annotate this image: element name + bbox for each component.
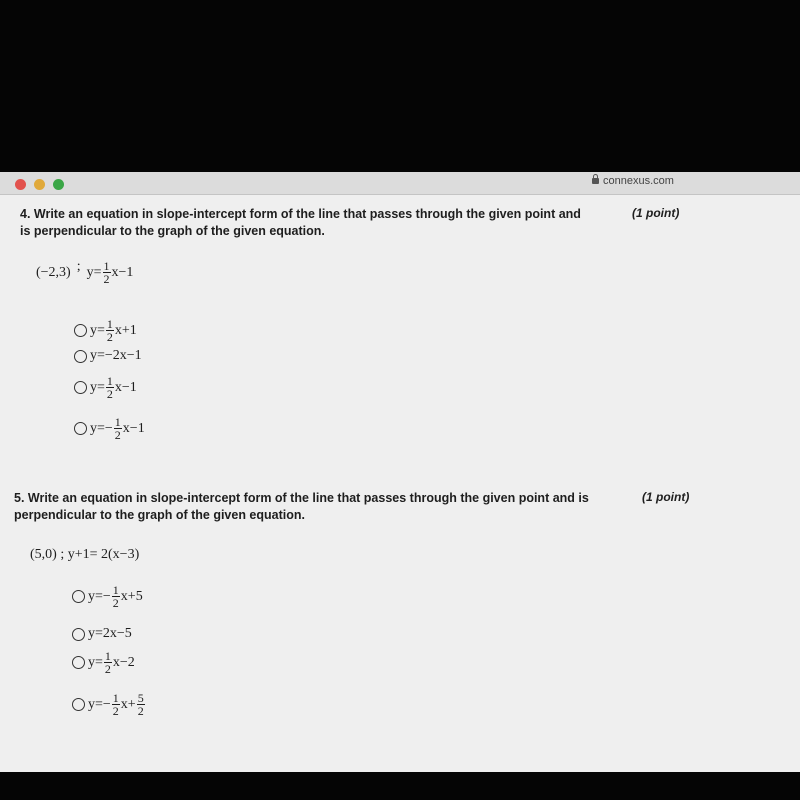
close-window-button[interactable] bbox=[15, 179, 26, 190]
q4-points: (1 point) bbox=[632, 206, 680, 220]
radio-button[interactable] bbox=[72, 698, 85, 711]
q4-separator: ; bbox=[76, 258, 81, 274]
q4-option-1[interactable] bbox=[74, 318, 137, 343]
q5-points: (1 point) bbox=[642, 490, 690, 504]
option-text: x+5 bbox=[120, 588, 143, 604]
browser-title-bar bbox=[0, 172, 800, 195]
option-fraction: $\frac{1}{2}$ bbox=[114, 415, 121, 442]
option-fraction: $\frac{1}{2}$ bbox=[104, 649, 111, 676]
q4-given-eq-prefix: y= bbox=[86, 264, 102, 280]
q4-option-3[interactable] bbox=[74, 375, 137, 400]
radio-button[interactable] bbox=[74, 350, 87, 363]
option-fraction: $\frac{1}{2}$ bbox=[106, 317, 113, 344]
q4-given-eq-suffix: x−1 bbox=[111, 264, 134, 280]
option-text: y=− bbox=[88, 696, 111, 712]
q4-given bbox=[36, 260, 133, 285]
url-text: connexus.com bbox=[603, 175, 674, 187]
q5-option-4[interactable] bbox=[72, 692, 146, 717]
maximize-window-button[interactable] bbox=[53, 179, 64, 190]
option-text: x+1 bbox=[114, 322, 137, 338]
option-text: x−2 bbox=[112, 654, 135, 670]
q4-given-fraction: $\frac{1}{2}$ bbox=[103, 259, 110, 286]
q5-option-1[interactable] bbox=[72, 584, 143, 609]
q4-option-4[interactable] bbox=[74, 416, 145, 441]
option-text: y=− bbox=[88, 588, 111, 604]
option-text: y= bbox=[90, 379, 105, 395]
q4-option-2[interactable] bbox=[74, 348, 142, 364]
lock-icon bbox=[592, 178, 599, 184]
option-fraction: $\frac{5}{2}$ bbox=[137, 691, 144, 718]
radio-button[interactable] bbox=[72, 628, 85, 641]
option-text: x−1 bbox=[114, 379, 137, 395]
minimize-window-button[interactable] bbox=[34, 179, 45, 190]
option-fraction: $\frac{1}{2}$ bbox=[112, 583, 119, 610]
q5-given: (5,0) ; y+1= 2(x−3) bbox=[30, 547, 140, 562]
radio-button[interactable] bbox=[74, 324, 87, 337]
q4-prompt: 4. Write an equation in slope-intercept form of the line that passes through the given point and is perpendicular to the graph of the given equation. bbox=[20, 207, 581, 238]
browser-window bbox=[0, 172, 800, 772]
radio-button[interactable] bbox=[72, 590, 85, 603]
option-fraction: $\frac{1}{2}$ bbox=[106, 374, 113, 401]
address-bar[interactable] bbox=[592, 175, 674, 187]
q5-option-2[interactable] bbox=[72, 626, 132, 642]
option-text: y= bbox=[90, 322, 105, 338]
q5-option-3[interactable] bbox=[72, 650, 135, 675]
option-text: x−1 bbox=[122, 420, 145, 436]
radio-button[interactable] bbox=[72, 656, 85, 669]
radio-button[interactable] bbox=[74, 381, 87, 394]
option-text: y=−2x−1 bbox=[90, 348, 142, 363]
q5-prompt: 5. Write an equation in slope-intercept form of the line that passes through the given point and is perpendicular to the graph of the given equation. bbox=[14, 491, 589, 522]
option-text: y= bbox=[88, 654, 103, 670]
option-text: y=− bbox=[90, 420, 113, 436]
option-text: y=2x−5 bbox=[88, 626, 132, 641]
option-fraction: $\frac{1}{2}$ bbox=[112, 691, 119, 718]
radio-button[interactable] bbox=[74, 422, 87, 435]
q4-given-point: (−2,3) bbox=[36, 264, 71, 280]
option-text: x+ bbox=[120, 696, 136, 712]
